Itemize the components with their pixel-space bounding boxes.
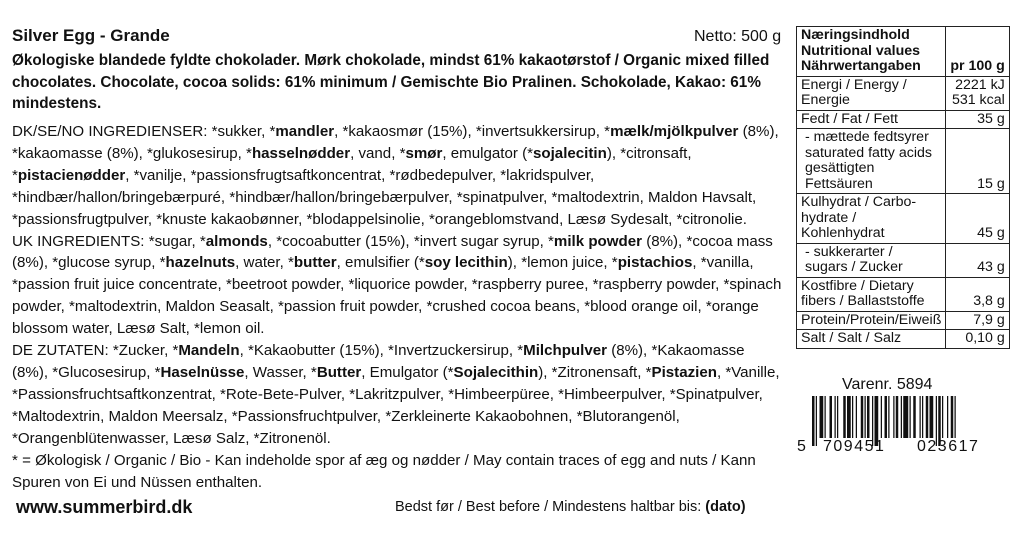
allergen-text: hazelnuts [165, 254, 236, 272]
barcode-left-digits: 709451 [823, 438, 886, 455]
nutrition-value: 2221 kJ 531 kcal [946, 76, 1009, 110]
nutrition-value: 15 g [946, 129, 1009, 194]
allergen-text: almonds [205, 232, 268, 250]
nutrition-label: Energi / Energy / Energie [797, 76, 946, 110]
nutrition-row [797, 76, 1010, 110]
allergen-text: hasselnødder [251, 144, 351, 162]
ingredient-text: , *Kakaobutter (15%), *Invertzuckersirup, * [239, 342, 524, 360]
ingredient-text: UK INGREDIENTS: *sugar, * [12, 232, 206, 250]
best-before-label: Bedst før / Best before / Mindestens haltbar bis: [395, 499, 702, 515]
nutrition-row [797, 277, 1010, 311]
allergen-text: Milchpulver [523, 342, 607, 360]
website-link[interactable]: www.summerbird.dk [16, 497, 193, 517]
nutrition-header-row [797, 27, 1010, 77]
nutrition-header-label: Næringsindhold Nutritional values Nährwertangaben [797, 27, 946, 77]
nutrition-header-per: pr 100 g [946, 27, 1009, 77]
ingredient-text: (8%), *cocoa mass (8%), *glucose syrup, * [12, 232, 773, 272]
nutrition-value: 43 g [946, 243, 1009, 277]
item-number: Varenr. 5894 [842, 376, 933, 393]
allergen-text: Haselnüsse [160, 363, 245, 381]
best-before-value: (dato) [705, 499, 746, 515]
nutrition-row [797, 194, 1010, 244]
nutrition-label: Kulhydrat / Carbo- hydrate / Kohlenhydrat [797, 194, 946, 244]
ingredient-text: ), *citronsaft, * [12, 144, 692, 184]
net-weight: Netto: 500 g [694, 28, 782, 45]
product-title: Silver Egg - Grande [12, 26, 170, 45]
allergen-text: Mandeln [178, 342, 240, 360]
ingredients-dk [12, 121, 782, 231]
nutrition-value: 0,10 g [946, 330, 1009, 349]
ingredient-text: , *Vanille, *Passionsfruchtsaftkonzentrat, *Rote-Bete-Pulver, *Lakritzpulver, *Himbeerpüree, *Himbeerpulver, *Spinatpulver, *Maltodextrin, Maldon Meersalz, *Passionsfruchtpulver, *Zerkleinerte Kakaobohnen, *Blutorangenöl, *Orangenblütenwasser, Læsø Salz, *Zitronenöl. [12, 363, 780, 447]
allergen-text: pistachios [617, 254, 693, 272]
nutrition-label: - mættede fedtsyrer saturated fatty acids gesättigten Fettsäuren [797, 129, 946, 194]
allergen-text: mandler [275, 123, 335, 140]
ingredient-text: DE ZUTATEN: *Zucker, * [12, 342, 179, 360]
nutrition-label: - sukkerarter / sugars / Zucker [797, 243, 946, 277]
barcode-first-digit: 5 [797, 438, 808, 455]
ingredient-text: (8%), *kakaomasse (8%), *glukosesirup, * [12, 123, 779, 162]
ingredient-text: , water, * [235, 254, 294, 272]
allergen-text: milk powder [553, 232, 642, 250]
ingredient-text: , Wasser, * [244, 363, 317, 381]
nutrition-value: 7,9 g [946, 311, 1009, 330]
allergen-text: soy lecithin [424, 254, 508, 272]
ingredient-text: , vand, * [350, 144, 406, 162]
nutrition-label: Fedt / Fat / Fett [797, 110, 946, 129]
ingredient-text: , *cocoabutter (15%), *invert sugar syrup, * [267, 232, 554, 250]
allergen-text: mælk/mjölkpulver [610, 123, 739, 140]
ingredient-text: , *kakaosmør (15%), *invertsukkersirup, * [334, 123, 611, 140]
ingredient-text: * = Økologisk / Organic / Bio - Kan indeholde spor af æg og nødder / May contain traces of egg and nuts / Kann Spuren von Ei und Nüssen enthalten. [12, 451, 756, 491]
nutrition-row [797, 330, 1010, 349]
allergen-text: sojalecitin [533, 144, 607, 162]
nutrition-value: 3,8 g [946, 277, 1009, 311]
nutrition-row [797, 110, 1010, 129]
ingredient-text: ), *lemon juice, * [507, 254, 618, 272]
ingredient-text: , *vanilje, *passionsfrugtsaftkoncentrat, *rødbedepulver, *lakridspulver, *hindbær/hallon/bringebærpuré, *hindbær/hallon/bringebærpulver, *spinatpulver, *maltodextrin, Maldon Havsalt, *passionsfrugtpulver, *knuste kakaobønner, *blodappelsinolie, *orangeblomstvand, Læsø Sydesalt, *citronolie. [12, 166, 757, 228]
product-description: Økologiske blandede fyldte chokolader. Mørk chokolade, mindst 61% kakaotørstof / Organic mixed filled chocolates. Chocolate, cocoa solids: 61% minimum / Gemischte Bio Pralinen. Schokolade, Kakao: 61% mindestens. [12, 52, 770, 112]
ingredient-text: , emulsifier (* [336, 254, 425, 272]
ingredients-de [12, 340, 782, 450]
allergen-note [12, 450, 782, 494]
nutrition-table [796, 26, 1010, 349]
nutrition-label: Kostfibre / Dietary fibers / Ballaststoffe [797, 277, 946, 311]
allergen-text: Sojalecithin [453, 363, 539, 381]
ingredient-text: , emulgator (* [442, 144, 533, 162]
barcode-right-digits: 023617 [917, 438, 980, 455]
nutrition-row [797, 129, 1010, 194]
allergen-text: pistacienødder [17, 166, 126, 184]
nutrition-row [797, 311, 1010, 330]
ingredient-text: DK/SE/NO INGREDIENSER: *sukker, * [12, 123, 276, 140]
allergen-text: Butter [316, 363, 362, 381]
nutrition-label: Protein/Protein/Eiweiß [797, 311, 946, 330]
allergen-text: butter [293, 254, 337, 272]
nutrition-row [797, 243, 1010, 277]
allergen-text: smør [405, 144, 443, 162]
best-before [395, 499, 746, 515]
ingredients-uk [12, 231, 782, 341]
allergen-text: Pistazien [651, 363, 717, 381]
nutrition-value: 45 g [946, 194, 1009, 244]
nutrition-label: Salt / Salt / Salz [797, 330, 946, 349]
ingredients-block [12, 121, 782, 493]
ingredient-text: ), *Zitronensaft, * [538, 363, 652, 381]
ingredient-text: , *vanilla, *passion fruit juice concentrate, *beetroot powder, *liquorice powder, *raspberry puree, *raspberry powder, *spinach powder, *maltodextrin, Maldon Seasalt, *passion fruit powder, *crushed cocoa beans, *blood orange oil, *orange blossom water, Læsø Salt, *lemon oil. [12, 254, 782, 338]
ingredient-text: , Emulgator (* [361, 363, 454, 381]
ingredient-text: (8%), *Kakaomasse (8%), *Glucosesirup, * [12, 342, 745, 381]
nutrition-value: 35 g [946, 110, 1009, 129]
